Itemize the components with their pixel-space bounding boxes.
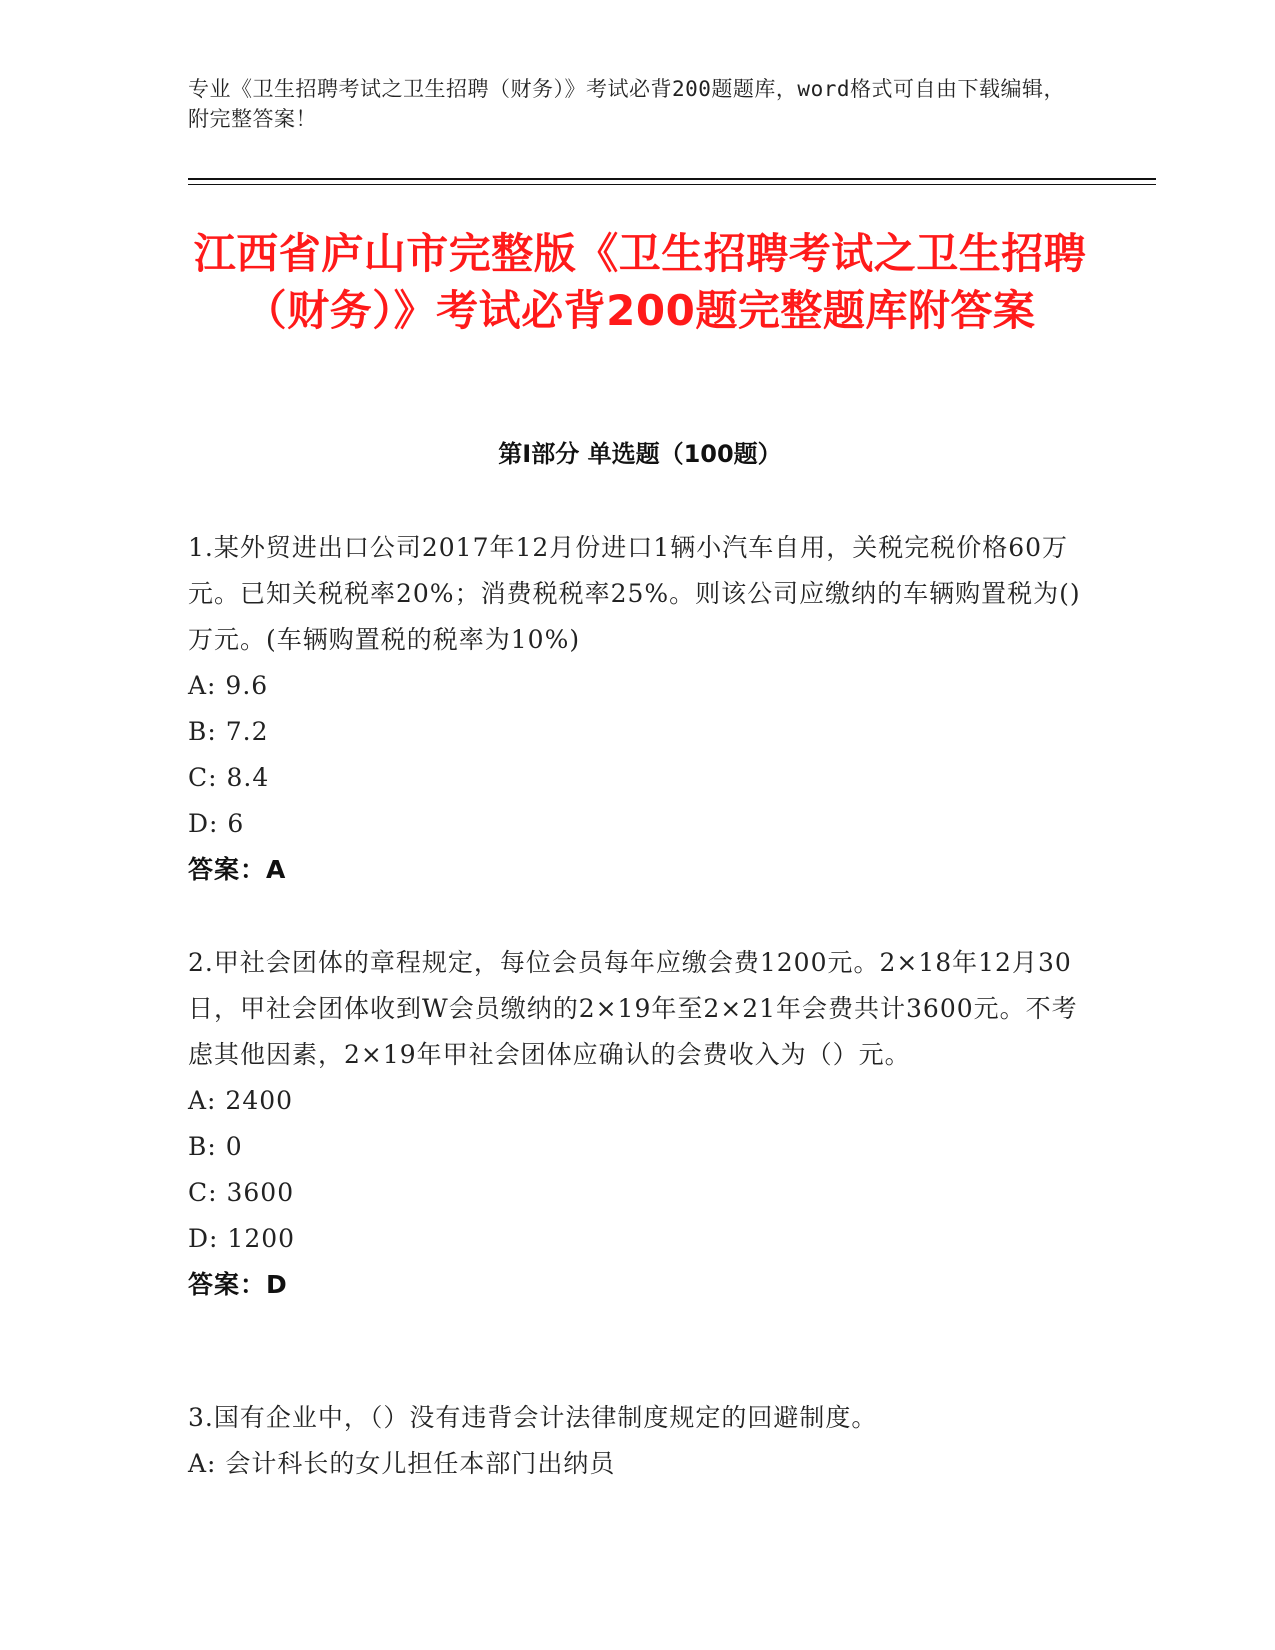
option-c: C: 3600 (188, 1178, 295, 1207)
question-text: 2.甲社会团体的章程规定，每位会员每年应缴会费1200元。2×18年12月30日，甲社会团体收到W会员缴纳的2×19年至2×21年会费共计3600元。不考虑其他因素，2×19年甲社会团体应确认的会费收入为（）元。 (188, 948, 1078, 1069)
question-2 (188, 940, 1088, 1308)
header-divider (188, 178, 1156, 180)
answer: 答案：A (188, 855, 287, 884)
document-title: 江西省庐山市完整版《卫生招聘考试之卫生招聘（财务）》考试必背200题完整题库附答案 (193, 229, 1087, 335)
header-note: 专业《卫生招聘考试之卫生招聘（财务）》考试必背200题题库，word格式可自由下载编辑，附完整答案！ (188, 77, 1065, 131)
question-1 (188, 525, 1088, 893)
option-a: A: 会计科长的女儿担任本部门出纳员 (188, 1449, 616, 1478)
option-a: A: 2400 (188, 1086, 294, 1115)
question-text: 1.某外贸进出口公司2017年12月份进口1辆小汽车自用，关税完税价格60万元。已知关税税率20%；消费税税率25%。则该公司应缴纳的车辆购置税为()万元。(车辆购置税的税率为10%) (188, 533, 1081, 654)
option-b: B: 7.2 (188, 717, 269, 746)
option-c: C: 8.4 (188, 763, 270, 792)
option-d: D: 6 (188, 809, 245, 838)
option-b: B: 0 (188, 1132, 243, 1161)
header-divider-thin (188, 184, 1156, 185)
question-3 (188, 1395, 1088, 1487)
question-text: 3.国有企业中，（）没有违背会计法律制度规定的回避制度。 (188, 1403, 878, 1432)
option-a: A: 9.6 (188, 671, 269, 700)
section-heading: 第I部分 单选题（100题） (498, 440, 782, 468)
option-d: D: 1200 (188, 1224, 296, 1253)
answer: 答案：D (188, 1270, 288, 1299)
